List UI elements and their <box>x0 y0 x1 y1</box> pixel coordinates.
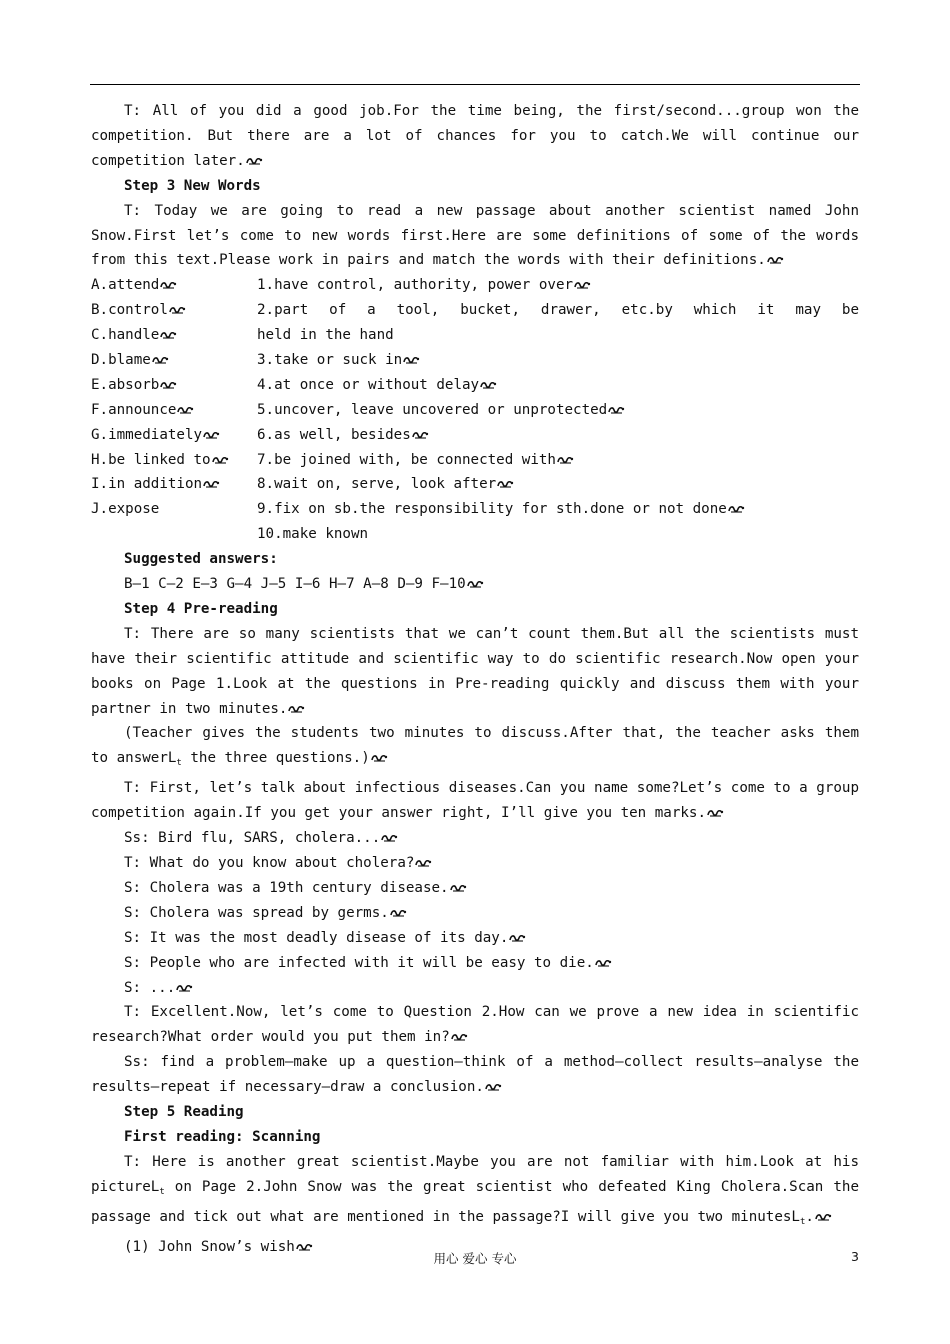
scribble-marker-icon <box>390 909 407 918</box>
word-item: I.in addition <box>91 476 203 493</box>
scribble-marker-icon <box>152 356 169 365</box>
scribble-marker-icon <box>497 480 514 489</box>
scribble-marker-icon <box>381 834 398 843</box>
scribble-marker-icon <box>160 331 177 340</box>
paragraph: T: First, let’s talk about infectious diseases.Can you name some?Let’s come to a group competition again.If you get your answer right, I’ll give you ten marks. <box>91 780 859 822</box>
paragraph: T: Excellent.Now, let’s come to Question 2.How can we prove a new idea in scientific research?What order would you put them in? <box>91 1004 859 1046</box>
scribble-marker-icon <box>815 1213 832 1222</box>
matching-row <box>91 448 859 473</box>
dialogue-line: S: ... <box>124 976 859 1001</box>
section-heading: Step 3 New Words <box>124 177 261 194</box>
dialogue-line: T: What do you know about cholera? <box>124 851 859 876</box>
matching-row <box>91 323 859 348</box>
dialogue-line: S: It was the most deadly disease of its day. <box>124 926 859 951</box>
scribble-marker-icon <box>212 456 229 465</box>
matching-row <box>91 398 859 423</box>
scribble-marker-icon <box>203 431 220 440</box>
matching-row <box>91 522 859 547</box>
section-heading: Step 4 Pre-reading <box>124 600 278 617</box>
scribble-marker-icon <box>450 884 467 893</box>
paragraph: T: There are so many scientists that we can’t count them.But all the scientists must have their scientific attitude and scientific way to do scientific research.Now open your books on Page 1.Look at the questions in Pre-reading quickly and discuss them with your partner in two minutes. <box>91 625 859 717</box>
definition-item: 1.have control, authority, power over <box>257 277 574 294</box>
word-item: A.attend <box>91 277 160 294</box>
stray-mark: L <box>167 750 177 767</box>
definition-item: held in the hand <box>257 327 394 344</box>
scribble-marker-icon <box>451 1033 468 1042</box>
word-item: H.be linked to <box>91 451 211 468</box>
word-item: B.control <box>91 302 168 319</box>
stray-subscript: t <box>799 1216 806 1227</box>
scribble-marker-icon <box>608 406 625 415</box>
page-number: 3 <box>851 1249 859 1264</box>
definition-item: 3.take or suck in <box>257 352 403 369</box>
matching-table <box>91 273 859 547</box>
header-rule <box>90 84 860 85</box>
word-item: D.blame <box>91 352 151 369</box>
matching-row <box>91 298 859 323</box>
matching-row <box>91 497 859 522</box>
scribble-marker-icon <box>707 809 724 818</box>
matching-row <box>91 472 859 497</box>
definition-item: 8.wait on, serve, look after <box>257 476 497 493</box>
stray-mark: L <box>150 1178 160 1195</box>
scribble-marker-icon <box>169 306 186 315</box>
paragraph: (Teacher gives the students two minutes to discuss.After that, the teacher asks them to answerL$_t$ the three questions.) <box>91 725 859 769</box>
scribble-marker-icon <box>177 406 194 415</box>
scribble-marker-icon <box>412 431 429 440</box>
matching-row <box>91 273 859 298</box>
scribble-marker-icon <box>246 157 263 166</box>
scribble-marker-icon <box>160 381 177 390</box>
scribble-marker-icon <box>176 984 193 993</box>
word-item: C.handle <box>91 327 160 344</box>
word-item: G.immediately <box>91 426 203 443</box>
footer-text: 用心 爱心 专心 <box>433 1251 517 1266</box>
definition-item: 9.fix on sb.the responsibility for sth.done or not done <box>257 501 727 518</box>
definition-item: 6.as well, besides <box>257 426 411 443</box>
stray-mark: L <box>791 1208 800 1225</box>
definition-item: 4.at once or without delay <box>257 376 480 393</box>
scribble-marker-icon <box>595 959 612 968</box>
paragraph: T: All of you did a good job.For the time being, the first/second...group won the competition. But there are a lot of chances for you to catch.We will continue our competition later. <box>91 103 859 169</box>
stray-subscript: t <box>159 1186 165 1197</box>
dialogue-line: S: Cholera was a 19th century disease. <box>124 876 859 901</box>
matching-row <box>91 373 859 398</box>
scribble-marker-icon <box>767 256 784 265</box>
scribble-marker-icon <box>480 381 497 390</box>
matching-row <box>91 348 859 373</box>
dialogue-line: S: People who are infected with it will be easy to die. <box>124 951 859 976</box>
paragraph: Ss: find a problem—make up a question—think of a method—collect results—analyse the results—repeat if necessary—draw a conclusion. <box>91 1054 859 1096</box>
section-heading: Step 5 Reading <box>124 1104 244 1121</box>
scribble-marker-icon <box>160 281 177 290</box>
definition-item: 10.make known <box>257 526 369 543</box>
paragraph: T: Here is another great scientist.Maybe you are not familiar with him.Look at his pictureL$_t$ on Page 2.John Snow was the great scientist who defeated King Cholera.Scan the passage and tick out what are mentioned in the passage?I will give you two minutesL$_t$. <box>91 1153 859 1227</box>
answer-key: B—1 C—2 E—3 G—4 J—5 I—6 H—7 A—8 D—9 F—10 <box>124 572 859 597</box>
scribble-marker-icon <box>203 480 220 489</box>
scribble-marker-icon <box>485 1083 502 1092</box>
definition-item: 2.part of a tool, bucket, drawer, etc.by which it may be <box>257 302 859 319</box>
matching-row <box>91 423 859 448</box>
scribble-marker-icon <box>467 580 484 589</box>
paragraph: T: Today we are going to read a new passage about another scientist named John Snow.First let’s come to new words first.Here are some definitions of some of the words from this text.Please work in pairs and match the words with their definitions. <box>91 202 859 269</box>
scribble-marker-icon <box>403 356 420 365</box>
word-item: E.absorb <box>91 376 160 393</box>
scribble-marker-icon <box>728 505 745 514</box>
word-item: J.expose <box>91 501 160 518</box>
definition-item: 7.be joined with, be connected with <box>257 451 556 468</box>
scribble-marker-icon <box>509 934 526 943</box>
dialogue-line: Ss: Bird flu, SARS, cholera... <box>124 826 859 851</box>
scribble-marker-icon <box>415 859 432 868</box>
list-item: (1) John Snow’s wish <box>124 1235 859 1260</box>
scribble-marker-icon <box>574 281 591 290</box>
scribble-marker-icon <box>557 456 574 465</box>
definition-item: 5.uncover, leave uncovered or unprotected <box>257 401 608 418</box>
section-heading: First reading: Scanning <box>124 1128 321 1145</box>
scribble-marker-icon <box>371 754 388 763</box>
stray-subscript: t <box>176 758 182 769</box>
word-item: F.announce <box>91 401 177 418</box>
scribble-marker-icon <box>288 705 305 714</box>
page-content <box>91 99 859 1260</box>
section-heading: Suggested answers: <box>124 551 278 568</box>
dialogue-line: S: Cholera was spread by germs. <box>124 901 859 926</box>
